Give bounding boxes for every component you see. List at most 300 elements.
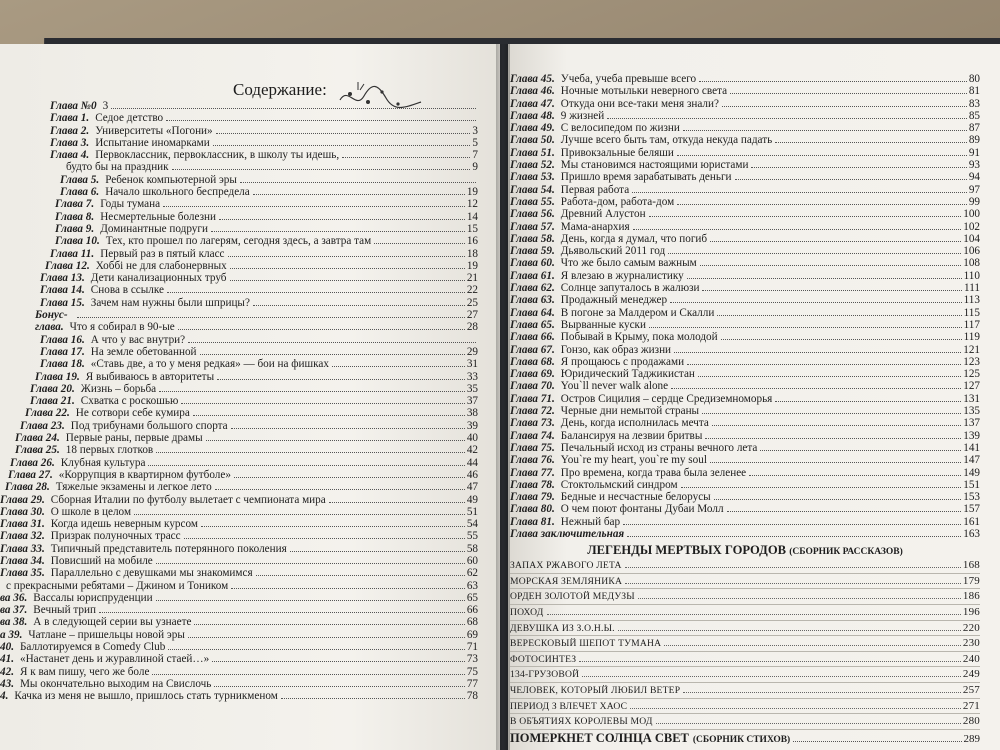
toc-row	[0, 149, 478, 161]
page-number: 131	[963, 392, 980, 405]
chapter-title: Работа-дом, работа-дом	[560, 195, 675, 208]
chapter-title: Первый раз в пятый класс	[100, 247, 225, 260]
dot-leader	[342, 157, 470, 158]
page-number: 77	[466, 677, 478, 690]
chapter-number: ва 38.	[0, 616, 28, 629]
right-toc	[510, 73, 980, 746]
toc-row	[0, 457, 478, 469]
chapter-title: О школе в целом	[50, 505, 132, 518]
page-number: 110	[963, 269, 980, 282]
page-number: 271	[962, 699, 980, 712]
chapter-title: Вассалы юриспруденции	[33, 591, 153, 604]
page-number: 15	[466, 222, 478, 235]
chapter-title: Бедные и несчастные белорусы	[560, 491, 711, 504]
chapter-title: Несмертельные болезни	[100, 210, 217, 223]
toc-row	[0, 530, 478, 542]
dot-leader	[687, 364, 961, 365]
chapter-title: С велосипедом по жизни	[560, 122, 680, 135]
page-number: 58	[466, 542, 478, 555]
toc-row	[0, 211, 478, 223]
dot-leader	[649, 216, 962, 217]
toc-row	[510, 233, 980, 245]
toc-row	[0, 235, 478, 247]
chapter-number: Глава 63.	[510, 294, 555, 307]
dot-leader	[152, 674, 464, 675]
chapter-title: Хоббі не для слабонервных	[95, 259, 227, 272]
dot-leader	[664, 645, 961, 646]
chapter-number: Глава 15.	[40, 296, 85, 309]
dot-leader	[681, 487, 962, 488]
toc-row	[510, 516, 980, 528]
chapter-number: ва 37.	[0, 604, 28, 617]
dot-leader	[625, 567, 961, 568]
chapter-title: Продажный менеджер	[560, 294, 668, 307]
page-number: 115	[963, 306, 980, 319]
page-number: 35	[466, 382, 478, 395]
page-number: 99	[968, 195, 980, 208]
dot-leader	[775, 142, 967, 143]
chapter-title: Чатлане – пришельцы новой эры	[28, 628, 185, 641]
chapter-number: Глава 47.	[510, 97, 555, 110]
dot-leader	[156, 563, 465, 564]
chapter-number: Глава 29.	[0, 493, 45, 506]
story-row	[510, 621, 980, 637]
toc-row	[0, 616, 478, 628]
toc-row	[0, 641, 478, 653]
chapter-title: Мы становимся настоящими юристами	[560, 159, 749, 172]
dot-leader	[717, 315, 961, 316]
story-row	[510, 574, 980, 590]
page-number: 19	[466, 186, 478, 199]
chapter-number: Глава 81.	[510, 515, 555, 528]
chapter-title: 3	[102, 100, 109, 112]
dot-leader	[722, 106, 967, 107]
story-title: ЗАПАХ РЖАВОГО ЛЕТА	[510, 560, 622, 572]
left-toc	[0, 100, 478, 703]
page-number: 39	[466, 419, 478, 432]
chapter-number: Глава 79.	[510, 491, 555, 504]
chapter-number: Глава 70.	[510, 380, 555, 393]
chapter-number: Глава 33.	[0, 542, 45, 555]
chapter-title: Призрак полуночных трасс	[50, 530, 181, 543]
chapter-number: Глава 71.	[510, 392, 555, 405]
dot-leader	[253, 194, 465, 195]
toc-row	[0, 494, 478, 506]
chapter-title: День, когда я думал, что погиб	[560, 232, 708, 245]
chapter-number: 40.	[0, 641, 14, 654]
chapter-title: «Ставь две, а то у меня редкая» — бои на фишках	[90, 358, 329, 371]
page-number: 14	[466, 210, 478, 223]
toc-row	[510, 467, 980, 479]
chapter-title: Мама-анархия	[560, 220, 630, 233]
chapter-number: Глава 67.	[510, 343, 555, 356]
chapter-number: Глава 25.	[15, 444, 60, 457]
chapter-number: Глава 21.	[30, 395, 75, 408]
toc-row	[510, 208, 980, 220]
toc-row	[0, 543, 478, 555]
dot-leader	[212, 661, 465, 662]
dot-leader	[668, 253, 961, 254]
chapter-number: Глава 18.	[40, 358, 85, 371]
chapter-title: Университеты «Погони»	[95, 124, 213, 137]
chapter-title: Черные дни немытой страны	[560, 405, 700, 418]
poems-title: ПОМЕРКНЕТ СОЛНЦА СВЕТ	[510, 730, 689, 745]
dot-leader	[240, 182, 476, 183]
toc-row	[0, 284, 478, 296]
chapter-number: Глава 48.	[510, 109, 555, 122]
chapter-title: Пришло время зарабатывать деньги	[560, 171, 732, 184]
story-row	[510, 636, 980, 652]
toc-row	[0, 604, 478, 616]
dot-leader	[188, 342, 476, 343]
chapter-number: Глава 35.	[0, 567, 45, 580]
dot-leader	[735, 179, 967, 180]
page-number: 249	[962, 668, 980, 681]
toc-row	[510, 344, 980, 356]
chapter-title: Схватка с роскошью	[80, 395, 179, 408]
page-number: 91	[968, 146, 980, 159]
page-number: 62	[466, 567, 478, 580]
page-number: 28	[466, 321, 478, 334]
chapter-number: Глава 58.	[510, 232, 555, 245]
chapter-number: глава.	[35, 321, 64, 334]
page-number: 111	[964, 282, 980, 295]
page-number: 71	[466, 641, 478, 654]
section-subtitle: (СБОРНИК РАССКАЗОВ)	[789, 547, 903, 558]
chapter-title: Откуда они все-таки меня знали?	[560, 97, 719, 110]
page-number: 73	[466, 653, 478, 666]
chapter-title: Гонзо, как образ жизни	[560, 343, 672, 356]
toc-row	[510, 356, 980, 368]
dot-leader	[721, 339, 962, 340]
dot-leader	[217, 379, 465, 380]
chapter-number: Глава 55.	[510, 195, 555, 208]
chapter-number: Глава 60.	[510, 257, 555, 270]
chapter-number: Бонус-	[35, 309, 68, 322]
chapter-number: Глава 61.	[510, 269, 555, 282]
contents-heading: Содержание:	[233, 80, 327, 99]
page-number: 147	[963, 454, 980, 467]
dot-leader	[253, 305, 465, 306]
page-number: 151	[963, 478, 980, 491]
page-number: 100	[963, 208, 980, 221]
chapter-number: Глава 66.	[510, 331, 555, 344]
chapter-number: Глава 9.	[55, 222, 95, 235]
chapter-title: You`re my heart, you`re my soul	[560, 454, 707, 467]
chapter-title: Баллотируемся в Comedy Club	[19, 641, 166, 654]
page-number: 38	[466, 407, 478, 420]
toc-row	[0, 125, 478, 137]
page-number: 83	[968, 97, 980, 110]
page-number: 12	[466, 198, 478, 211]
dot-leader	[633, 229, 962, 230]
dot-leader	[687, 278, 962, 279]
chapter-number: Глава 17.	[40, 345, 85, 358]
page-number: 63	[466, 579, 478, 592]
dot-leader	[111, 108, 476, 109]
dot-leader	[674, 352, 961, 353]
toc-row	[0, 260, 478, 272]
page-number: 5	[472, 136, 478, 149]
chapter-number: Глава 16.	[40, 333, 85, 346]
toc-row	[0, 444, 478, 456]
dot-leader	[700, 265, 962, 266]
chapter-title: Ночные мотыльки неверного света	[560, 85, 728, 98]
toc-row	[510, 442, 980, 454]
chapter-number: а 39.	[0, 628, 23, 641]
page-number: 44	[466, 456, 478, 469]
chapter-number: Глава 72.	[510, 405, 555, 418]
page-number: 68	[466, 616, 478, 629]
toc-row	[510, 405, 980, 417]
chapter-title: Зачем нам нужны были шприцы?	[90, 296, 250, 309]
toc-row	[510, 319, 980, 331]
chapter-number: Глава 64.	[510, 306, 555, 319]
toc-row	[0, 432, 478, 444]
page-number: 94	[968, 171, 980, 184]
page-number: 9	[472, 161, 478, 174]
dot-leader	[178, 329, 465, 330]
chapter-number: Глава 76.	[510, 454, 555, 467]
chapter-title: Первые раны, первые драмы	[65, 432, 203, 445]
page-number: 230	[962, 637, 980, 650]
page-number: 89	[968, 134, 980, 147]
chapter-title: 18 первых глотков	[65, 444, 154, 457]
chapter-title: Печальный исход из страны вечного лета	[560, 441, 758, 454]
dot-leader	[134, 514, 465, 515]
dot-leader	[194, 624, 464, 625]
story-title: ПЕРИОД З ВЛЕЧЕТ ХАОС	[510, 700, 628, 712]
dot-leader	[206, 440, 465, 441]
chapter-title: Параллельно с девушками мы знакомимся	[50, 567, 253, 580]
page-number: 137	[963, 417, 980, 430]
page-number: 135	[963, 405, 980, 418]
dot-leader	[332, 366, 465, 367]
toc-row	[0, 518, 478, 530]
toc-row	[510, 221, 980, 233]
chapter-number: Глава 46.	[510, 85, 555, 98]
chapter-title: Ребенок компьютерной эры	[105, 173, 237, 186]
page-number: 40	[466, 432, 478, 445]
chapter-title: Тяжелые экзамены и легкое лето	[55, 481, 212, 494]
dot-leader	[683, 692, 961, 693]
page-number: 85	[968, 109, 980, 122]
toc-row	[0, 383, 478, 395]
page-number: 123	[963, 355, 980, 368]
chapter-title: Мы окончательно выходим на Свислочь	[19, 677, 212, 690]
story-title: 134-ГРУЗОВОЙ	[510, 669, 580, 681]
toc-row	[510, 491, 980, 503]
dot-leader	[751, 167, 966, 168]
chapter-title: Стоктольмский синдром	[560, 478, 678, 491]
page-number: 47	[466, 481, 478, 494]
dot-leader	[582, 676, 961, 677]
story-row	[510, 652, 980, 668]
chapter-number: Глава 23.	[20, 419, 65, 432]
book-gutter	[496, 44, 510, 750]
toc-row	[0, 186, 478, 198]
chapter-number: Глава 3.	[50, 136, 90, 149]
page-number: 220	[962, 621, 980, 634]
chapter-number: Глава 54.	[510, 183, 555, 196]
toc-row	[510, 430, 980, 442]
chapter-number: Глава 10.	[55, 235, 100, 248]
chapter-title: Тех, кто прошел по лагерям, сегодня здесь, а завтра там	[105, 235, 372, 248]
toc-row	[0, 420, 478, 432]
dot-leader	[228, 256, 465, 257]
chapter-title: будто бы на праздник	[66, 161, 169, 174]
page-number: 21	[466, 272, 478, 285]
chapter-number: Глава 50.	[510, 134, 555, 147]
dot-leader	[281, 698, 465, 699]
chapter-title: Снова в ссылке	[90, 284, 164, 297]
chapter-title: Седое детство	[95, 112, 164, 125]
toc-row	[0, 272, 478, 284]
dot-leader	[712, 425, 961, 426]
chapter-title: Древний Алустон	[560, 208, 646, 221]
toc-row	[0, 161, 478, 173]
toc-row	[0, 112, 478, 124]
page-number: 78	[466, 690, 478, 703]
toc-row	[510, 331, 980, 343]
chapter-number: Глава 65.	[510, 318, 555, 331]
dot-leader	[677, 155, 967, 156]
chapter-number: Глава 6.	[60, 186, 100, 199]
page-number: 49	[466, 493, 478, 506]
dot-leader	[607, 118, 967, 119]
dot-leader	[625, 583, 961, 584]
dot-leader	[188, 637, 465, 638]
chapter-number: Глава 8.	[55, 210, 95, 223]
chapter-number: Глава 24.	[15, 432, 60, 445]
toc-row	[510, 73, 980, 85]
chapter-title: Вырванные куски	[560, 318, 646, 331]
toc-row	[510, 417, 980, 429]
chapter-title: Сборная Италии по футболу вылетает с чемпионата мира	[50, 493, 326, 506]
dot-leader	[256, 575, 465, 576]
chapter-title: Учеба, учеба превыше всего	[560, 73, 697, 85]
story-row	[510, 699, 980, 715]
toc-row	[0, 174, 478, 186]
chapter-title: День, когда исполнилась мечта	[560, 417, 709, 430]
toc-row	[0, 666, 478, 678]
chapter-title: с прекрасными ребятами – Джином и Тоником	[6, 579, 229, 592]
toc-row	[510, 184, 980, 196]
page-number: 179	[962, 574, 980, 587]
page-number: 75	[466, 665, 478, 678]
chapter-title: Типичный представитель потерянного поколения	[50, 542, 287, 555]
dot-leader	[148, 465, 464, 466]
chapter-number: Глава 28.	[5, 481, 50, 494]
page-number: 80	[968, 73, 980, 85]
dot-leader	[290, 551, 465, 552]
dot-leader	[230, 280, 465, 281]
page-number: 108	[963, 257, 980, 270]
chapter-title: Дьявольский 2011 год	[560, 245, 666, 258]
toc-row	[510, 257, 980, 269]
dot-leader	[374, 243, 465, 244]
toc-row	[0, 653, 478, 665]
toc-row	[510, 393, 980, 405]
chapter-title: Не сотвори себе кумира	[75, 407, 190, 420]
chapter-number: Глава заключительная	[510, 527, 625, 540]
page-number: 240	[962, 652, 980, 665]
chapter-title: Побывай в Крыму, пока молодой	[560, 331, 718, 344]
page-number: 65	[466, 591, 478, 604]
dot-leader	[702, 413, 961, 414]
chapter-number: Глава 59.	[510, 245, 555, 258]
chapter-number: Глава 51.	[510, 146, 555, 159]
page-number: 196	[962, 606, 980, 619]
chapter-number: Глава 27.	[8, 468, 53, 481]
toc-row	[0, 469, 478, 481]
page-number: 257	[962, 684, 980, 697]
dot-leader	[234, 477, 465, 478]
toc-row	[0, 309, 478, 321]
page-number: 139	[963, 429, 980, 442]
dot-leader	[329, 502, 465, 503]
page-number: 46	[466, 468, 478, 481]
chapter-title: Остров Сицилия – сердце Средиземноморья	[560, 392, 773, 405]
chapter-title: Доминантные подруги	[100, 222, 208, 235]
chapter-number: Глава 77.	[510, 466, 555, 479]
story-row	[510, 589, 980, 605]
toc-row	[0, 198, 478, 210]
toc-row	[0, 690, 478, 702]
chapter-title: Первоклассник, первоклассник, в школу ты идешь,	[95, 149, 340, 162]
toc-row	[0, 321, 478, 333]
toc-row	[510, 270, 980, 282]
page-number: 153	[963, 491, 980, 504]
chapter-title: Юридический Таджикистан	[560, 368, 695, 381]
toc-row	[0, 580, 478, 592]
toc-row	[510, 380, 980, 392]
chapter-number: Глава 30.	[0, 505, 45, 518]
chapter-number: Глава 22.	[25, 407, 70, 420]
toc-row	[510, 122, 980, 134]
toc-row	[510, 98, 980, 110]
dot-leader	[627, 536, 961, 537]
dot-leader	[181, 403, 465, 404]
dot-leader	[213, 145, 471, 146]
toc-row	[0, 137, 478, 149]
page-number: 149	[963, 466, 980, 479]
dot-leader	[702, 290, 962, 291]
chapter-title: Привокзальные беляши	[560, 146, 674, 159]
page-number: 54	[466, 518, 478, 531]
toc-row	[510, 245, 980, 257]
chapter-number: Глава 14.	[40, 284, 85, 297]
toc-row	[510, 282, 980, 294]
toc-row	[510, 368, 980, 380]
chapter-number: Глава 69.	[510, 368, 555, 381]
dot-leader	[671, 388, 961, 389]
page-number: 16	[466, 235, 478, 248]
chapter-title: Качка из меня не вышло, пришлось стать турникменом	[14, 690, 278, 703]
dot-leader	[677, 204, 967, 205]
toc-row	[0, 678, 478, 690]
page-number: 161	[963, 515, 980, 528]
page-number: 289	[963, 732, 980, 745]
chapter-number: Глава 12.	[45, 259, 90, 272]
page-number: 125	[963, 368, 980, 381]
dot-leader	[219, 219, 465, 220]
story-title: В ОБЪЯТИЯХ КОРОЛЕВЫ МОД	[510, 716, 653, 728]
dot-leader	[710, 241, 961, 242]
toc-row	[0, 346, 478, 358]
page-number: 113	[963, 294, 980, 307]
chapter-title: Я влезаю в журналистику	[560, 269, 684, 282]
